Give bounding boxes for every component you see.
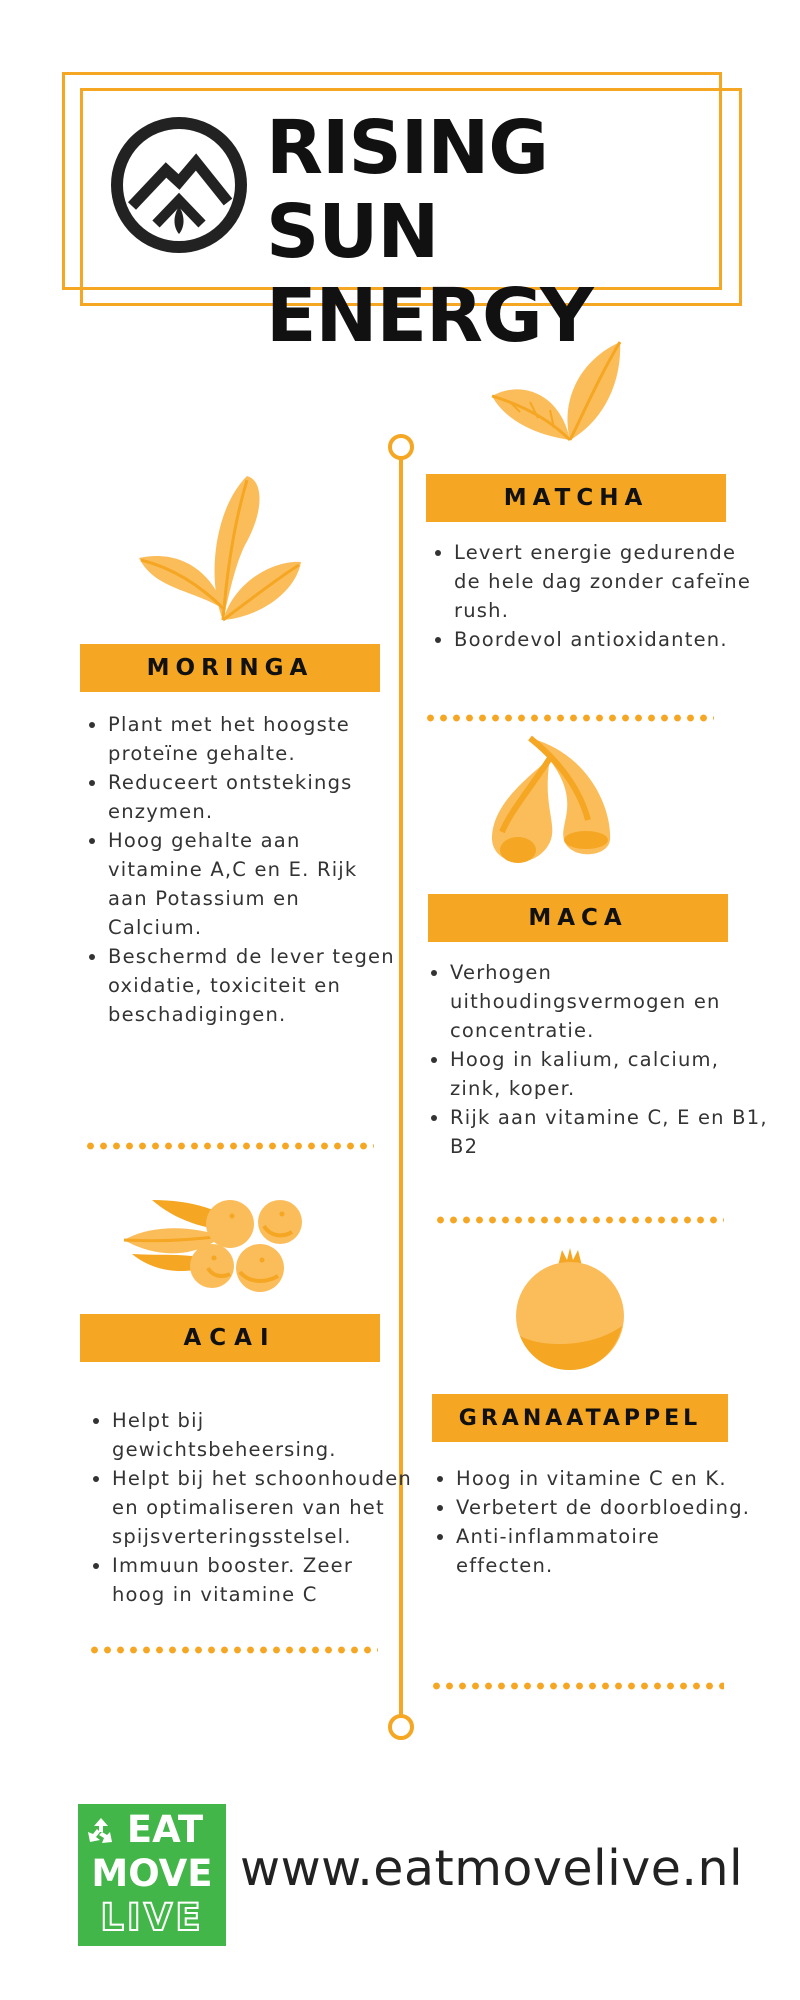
moringa-title: MORINGA — [146, 655, 314, 681]
matcha-bullet-list — [426, 538, 754, 654]
acai-bullet-list — [84, 1406, 412, 1609]
list-item: • Hoog in kalium, calcium, zink, koper. — [450, 1045, 770, 1103]
list-item: • Hoog gehalte aan vitamine A,C en E. Rijk aan Potassium en Calcium. — [108, 826, 398, 942]
maca-title: MACA — [528, 905, 628, 931]
granaatappel-bullet-list — [428, 1464, 756, 1580]
acai-banner — [80, 1314, 380, 1362]
title-line-2: ENERGY — [266, 273, 593, 359]
title-line-1: RISING SUN — [266, 105, 549, 275]
maca-root-icon — [480, 736, 630, 871]
dotted-separator — [84, 1142, 374, 1150]
acai-berries-icon — [122, 1196, 307, 1296]
moringa-leaves-icon — [135, 470, 305, 625]
list-item: • Reduceert ontstekings enzymen. — [108, 768, 398, 826]
maca-bullet-list — [422, 958, 770, 1161]
list-item: • Levert energie gedurende de hele dag zonder cafeïne rush. — [454, 538, 754, 625]
dotted-separator — [88, 1646, 378, 1654]
eat-move-live-logo — [78, 1804, 226, 1946]
logo-line-live: LIVE — [100, 1896, 204, 1939]
pomegranate-icon — [512, 1248, 628, 1372]
timeline-start-circle — [388, 434, 414, 460]
logo-line-eat: EAT — [126, 1808, 204, 1851]
dotted-separator — [434, 1216, 724, 1224]
leaves-icon — [490, 340, 630, 450]
moringa-banner — [80, 644, 380, 692]
list-item: • Plant met het hoogste proteïne gehalte. — [108, 710, 398, 768]
logo-line-move: MOVE — [91, 1852, 213, 1895]
moringa-bullet-list — [80, 710, 398, 1029]
list-item: • Rijk aan vitamine C, E en B1, B2 — [450, 1103, 770, 1161]
dotted-separator — [430, 1682, 724, 1690]
dotted-separator — [424, 714, 714, 722]
maca-banner — [428, 894, 728, 942]
list-item: • Verhogen uithoudingsvermogen en concentratie. — [450, 958, 770, 1045]
list-item: • Helpt bij het schoonhouden en optimaliseren van het spijsverteringsstelsel. — [112, 1464, 412, 1551]
matcha-banner — [426, 474, 726, 522]
list-item: • Beschermd de lever tegen oxidatie, toxiciteit en beschadigingen. — [108, 942, 398, 1029]
granaatappel-title: GRANAATAPPEL — [458, 1405, 702, 1431]
website-url[interactable]: www.eatmovelive.nl — [240, 1840, 744, 1897]
timeline-end-circle — [388, 1714, 414, 1740]
list-item: • Immuun booster. Zeer hoog in vitamine C — [112, 1551, 412, 1609]
list-item: • Helpt bij gewichtsbeheersing. — [112, 1406, 412, 1464]
list-item: • Boordevol antioxidanten. — [454, 625, 754, 654]
acai-title: ACAI — [183, 1325, 277, 1351]
matcha-title: MATCHA — [503, 485, 649, 511]
mountain-sun-logo-icon — [104, 110, 254, 260]
granaatappel-banner — [432, 1394, 728, 1442]
list-item: • Anti-inflammatoire effecten. — [456, 1522, 756, 1580]
list-item: • Hoog in vitamine C en K. — [456, 1464, 756, 1493]
page-title — [266, 106, 726, 358]
list-item: • Verbetert de doorbloeding. — [456, 1493, 756, 1522]
